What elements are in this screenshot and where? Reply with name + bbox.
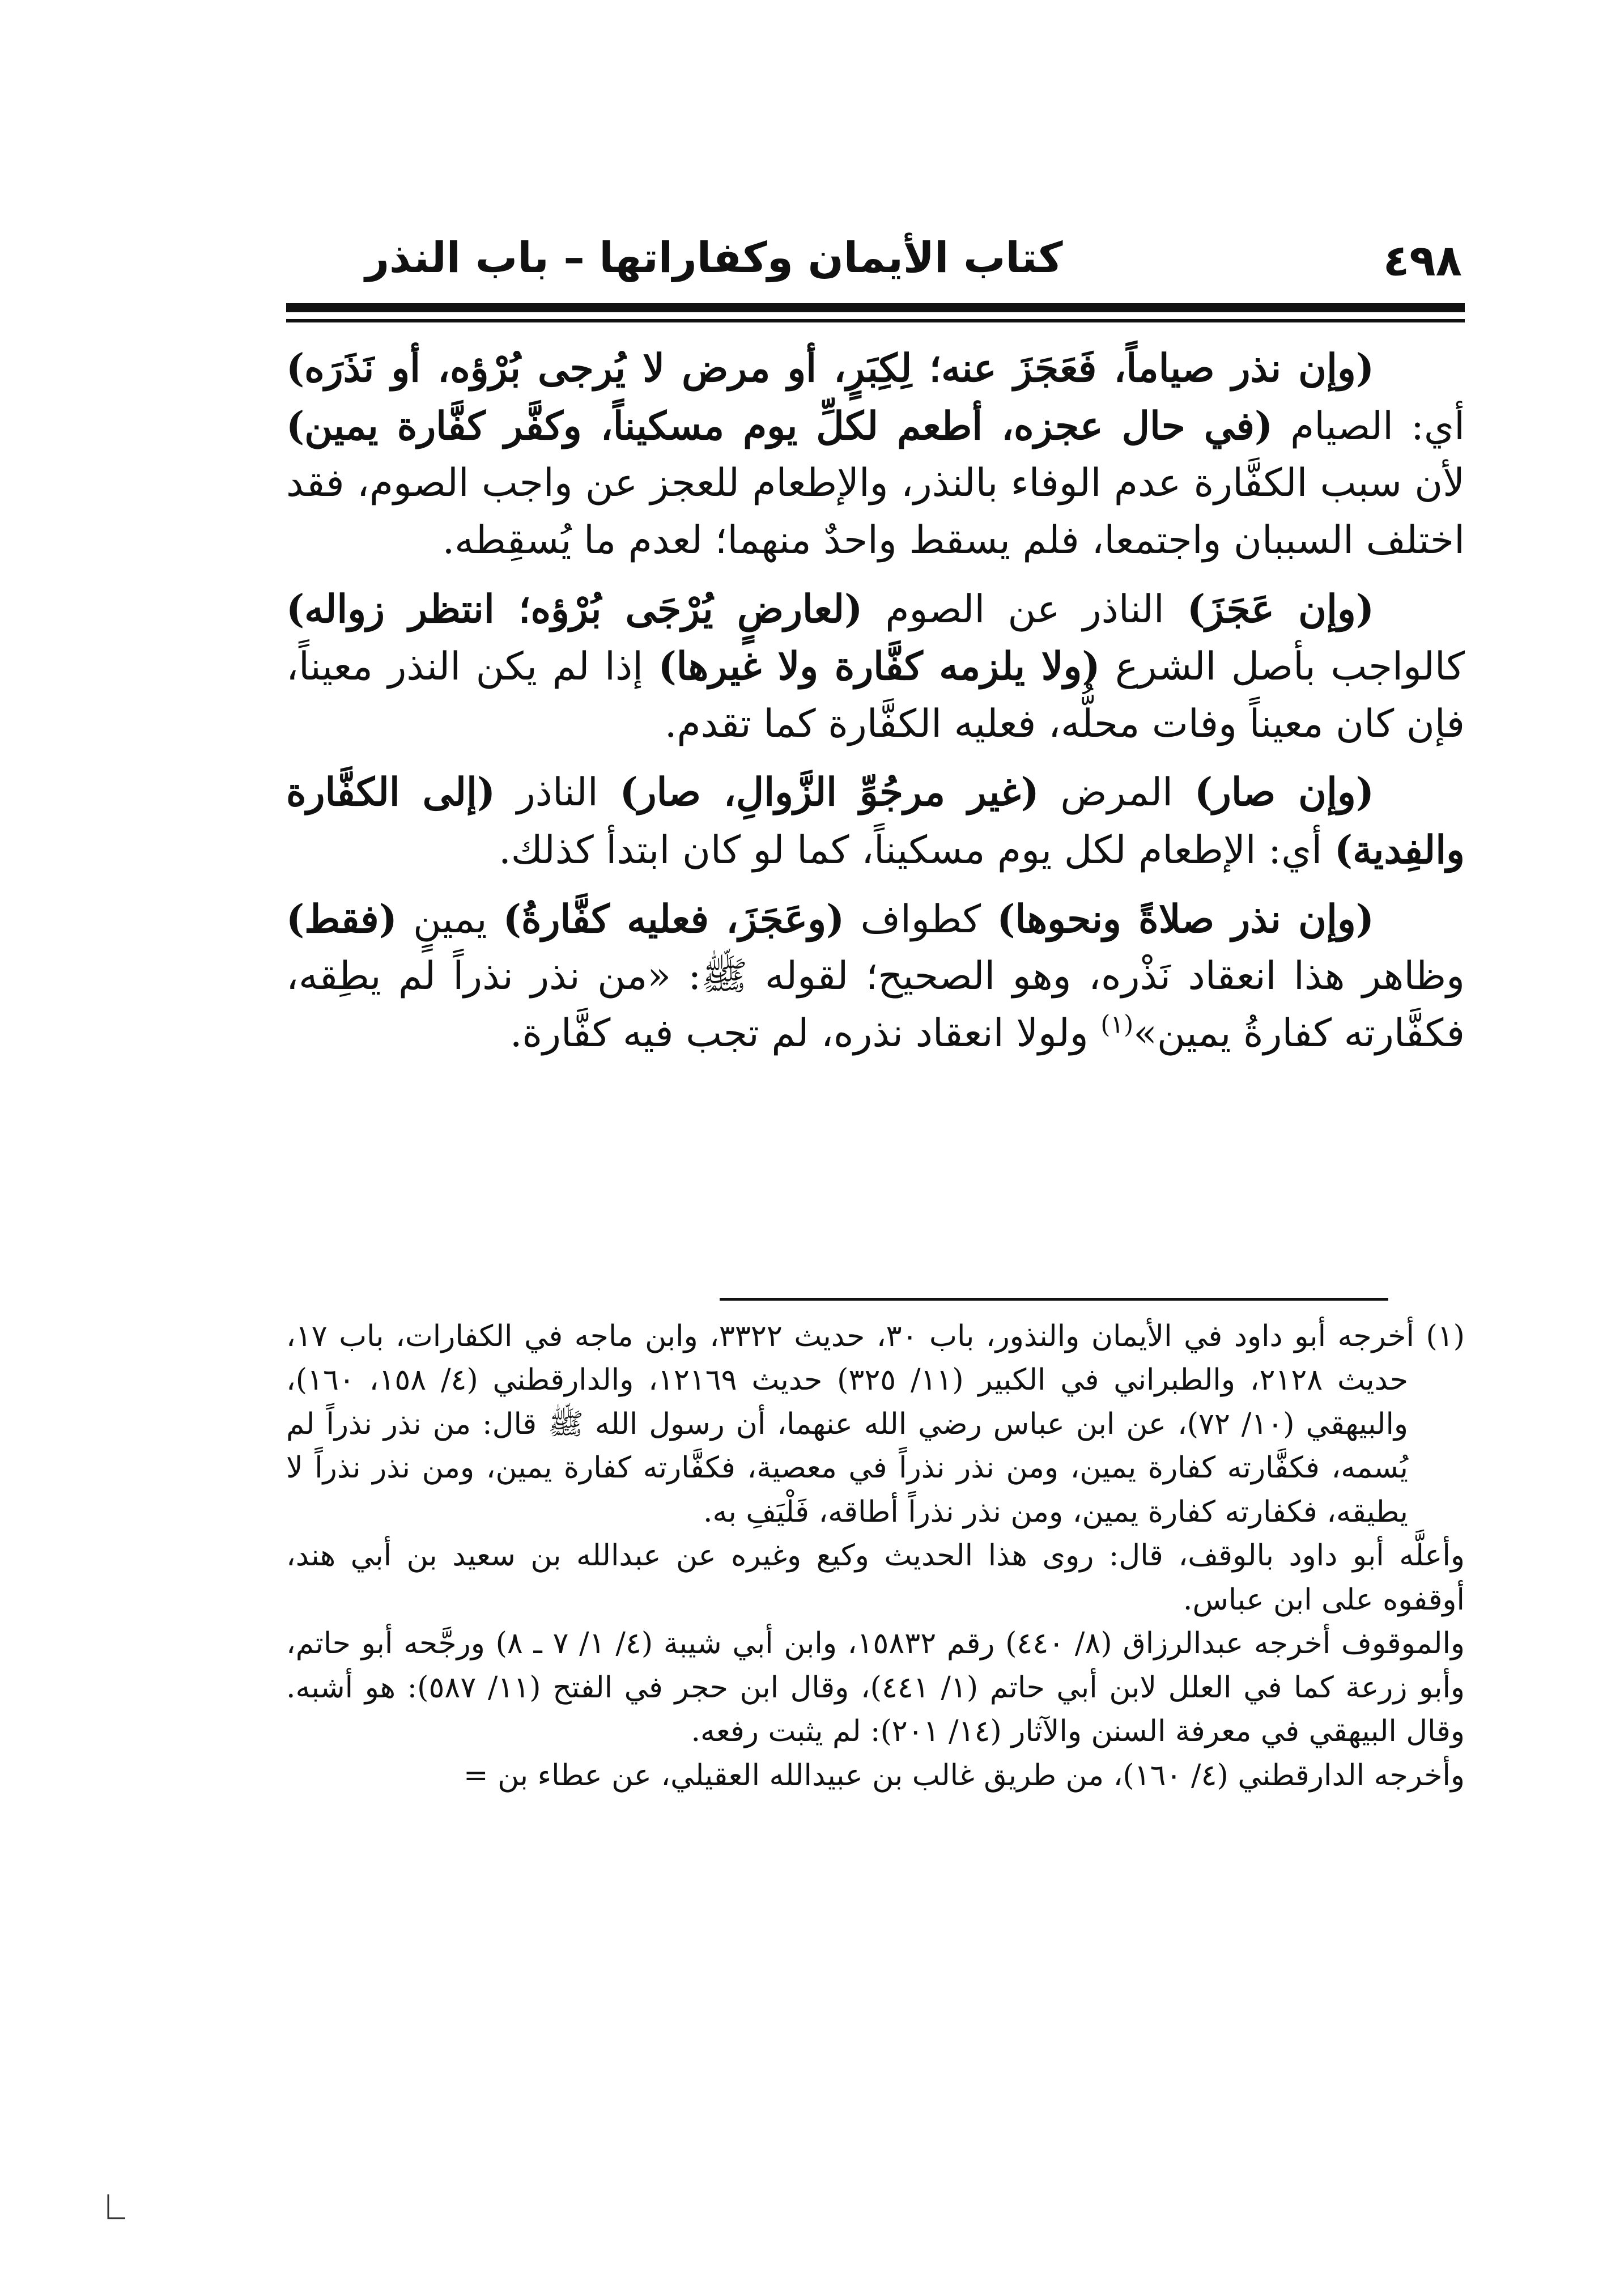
sharh-text: ولولا انعقاد نذره، لم تجب فيه كفَّارة.: [509, 1010, 1101, 1056]
matn-text: (وإن صار): [1194, 770, 1374, 816]
matn-text: (ولا يلزمه كفَّارة ولا غيرها): [658, 644, 1100, 690]
sharh-text: وظاهر هذا انعقاد نَذْره، وهو الصحيح؛ لقوله ﷺ: «من نذر نذراً لم يطِقه، فكفَّارته كفارةُ يمين»: [286, 954, 1465, 1056]
matn-text: (وإن نذر صلاةً ونحوها): [997, 896, 1374, 942]
page-number: ٤٩٨: [1383, 235, 1462, 286]
sharh-text: أي: الصيام: [1273, 404, 1465, 449]
sharh-text: الناذر: [495, 770, 620, 816]
sharh-text: كالواجب بأصل الشرع: [1100, 644, 1465, 690]
main-text: [286, 340, 1465, 1074]
footnote-continuation: وأعلَّه أبو داود بالوقف، قال: روى هذا الحديث وكيع وغيره عن عبدالله بن سعيد بن أبي هند، أوقفوه على ابن عباس.: [286, 1539, 1465, 1617]
matn-text: (غير مرجُوِّ الزَّوالِ، صار): [619, 770, 1039, 816]
footnote-separator: [720, 1298, 1388, 1301]
matn-text: (وإن عَجَزَ): [1187, 586, 1375, 632]
footnote-reference[interactable]: (١): [1100, 1010, 1134, 1039]
matn-text: (في حال عجزه، أطعم لكلِّ يوم مسكيناً، وكفَّر كفَّارة يمين): [286, 403, 1273, 449]
sharh-text: كطواف: [844, 897, 997, 942]
matn-text: (وإن نذر صياماً، فَعَجَزَ عنه؛ لِكِبَرٍ، أو مرض لا يُرجى بُرْؤه، أو نَذَرَه): [286, 346, 1374, 391]
paragraph-2: [286, 581, 1465, 753]
sharh-text: الناذر عن الصوم: [862, 587, 1187, 632]
matn-text: (فقط): [286, 896, 397, 942]
crop-mark-icon: [105, 2193, 127, 2222]
sharh-text: أي: الإطعام لكل يوم مسكيناً، كما لو كان ابتدأ كذلك.: [499, 828, 1334, 873]
paragraph-1: [286, 340, 1465, 570]
footnote-continuation: وأخرجه الدارقطني (٤/ ١٦٠)، من طريق غالب بن عبيدالله العقيلي، عن عطاء بن =: [463, 1758, 1465, 1793]
running-header-title: كتاب الأيمان وكفاراتها – باب النذر: [365, 233, 1063, 282]
sharh-text: يمينٍ: [397, 897, 503, 942]
matn-text: (لعارضٍ يُرْجَى بُرْؤه؛ انتظر زواله): [286, 586, 863, 632]
footnote-continuation: والموقوف أخرجه عبدالرزاق (٨/ ٤٤٠) رقم ١٥٨٣٢، وابن أبي شيبة (٤/ ١/ ٧ ـ ٨) ورجَّحه أبو حاتم، وأبو زرعة كما في العلل لابن أبي حاتم (١/ ٤٤١)، وقال ابن حجر في الفتح (١١/ ٥٨٧): هو أشبه. وقال البيهقي في معرفة السنن والآثار (١٤/ ٢٠١): لم يثبت رفعه.: [286, 1627, 1465, 1749]
paragraph-3: [286, 764, 1465, 879]
sharh-text: لأن سبب الكفَّارة عدم الوفاء بالنذر، والإطعام للعجز عن واجب الصوم، فقد اختلف السببان واجتمعا، فلم يسقط واحدٌ منهما؛ لعدم ما يُسقِطه.: [286, 461, 1465, 563]
header-rule-thin: [286, 319, 1465, 322]
paragraph-4: [286, 891, 1465, 1063]
matn-text: (وعَجَزَ، فعليه كفَّارةُ): [503, 896, 845, 942]
footnote-1: (١) أخرجه أبو داود في الأيمان والنذور، باب ٣٠، حديث ٣٣٢٢، وابن ماجه في الكفارات، باب ١٧، حديث ٢١٢٨، والطبراني في الكبير (١١/ ٣٢٥) حديث ١٢١٦٩، والدارقطني (٤/ ١٥٨، ١٦٠)، والبيهقي (١٠/ ٧٢)، عن ابن عباس رضي الله عنهما، أن رسول الله ﷺ قال: من نذر نذراً لم يُسمه، فكفَّارته كفارة يمين، ومن نذر نذراً في معصية، فكفَّارته كفارة يمين، ومن نذر نذراً لا يطيقه، فكفارته كفارة يمين، ومن نذر نذراً أطاقه، فَلْيَفِ به.: [286, 1319, 1465, 1529]
footnotes: [286, 1315, 1465, 1798]
header-rule-thick: [286, 303, 1465, 312]
sharh-text: إذا لم يكن النذر معيناً، فإن كان معيناً وفات محلُّه، فعليه الكفَّارة كما تقدم.: [286, 644, 1465, 746]
matn-text: (إلى الكفَّارة والفِدية): [286, 770, 1465, 873]
sharh-text: المرض: [1039, 770, 1194, 816]
